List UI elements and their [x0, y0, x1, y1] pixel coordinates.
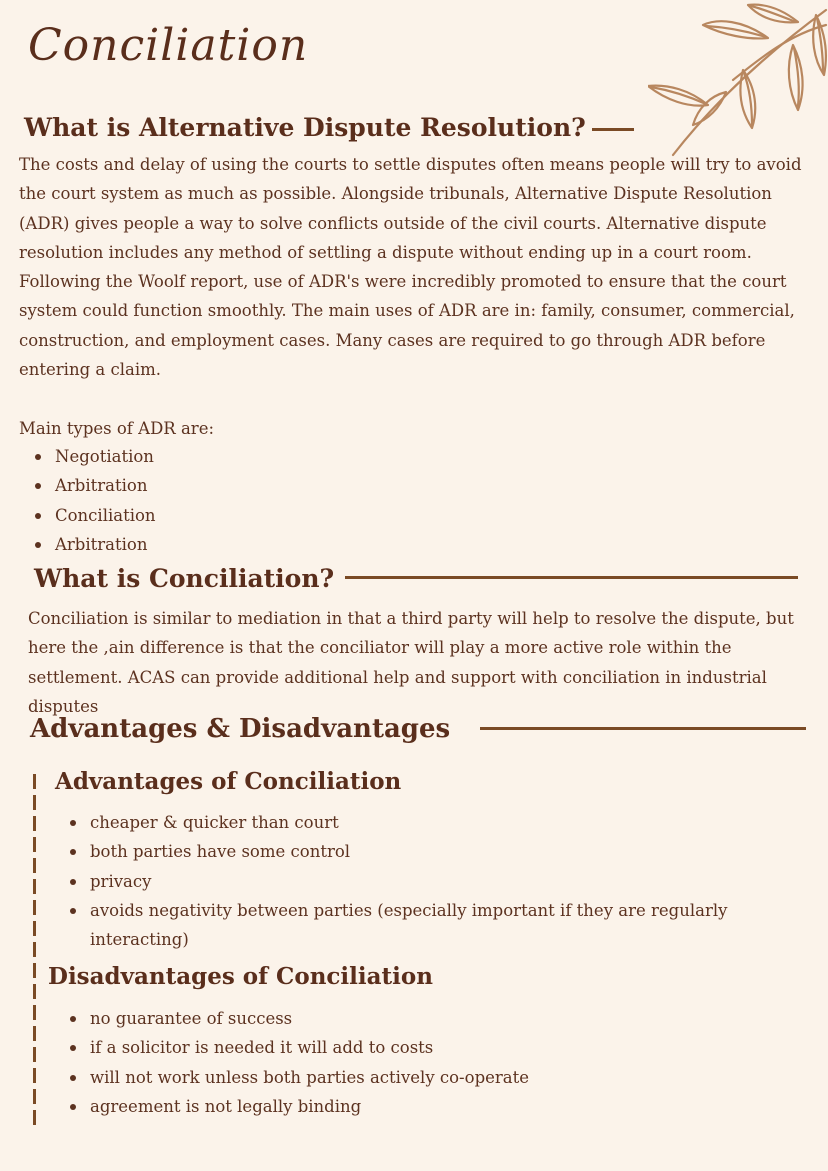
list-item: Arbitration	[20, 471, 156, 500]
disadvantages-list	[55, 1004, 795, 1121]
advantages-list	[55, 808, 795, 954]
bullet-icon	[70, 820, 76, 826]
list-item: cheaper & quicker than court	[55, 808, 795, 837]
bullet-icon	[70, 1104, 76, 1110]
list-item: Conciliation	[20, 501, 156, 530]
leaves-icon	[648, 0, 828, 160]
conciliation-heading-rule	[345, 576, 798, 579]
list-item: Negotiation	[20, 442, 156, 471]
dashed-divider	[33, 774, 36, 1126]
bullet-icon	[70, 1075, 76, 1081]
advantages-heading: Advantages of Conciliation	[55, 768, 402, 795]
adr-paragraph: The costs and delay of using the courts to settle disputes often means people will try to avoid the court system as much as possible. Alongside tribunals, Alternative Dispute Resolution (ADR) gives people a way to solve conflicts outside of the civil courts. Alternative dispute resolution includes any method of settling a dispute without ending up in a court room. Following the Woolf report, use of ADR's were incredibly promoted to ensure that the court system could function smoothly. The main uses of ADR are in: family, consumer, commercial, construction, and employment cases. Many cases are required to go through ADR before entering a claim.	[19, 155, 802, 380]
list-item: if a solicitor is needed it will add to costs	[55, 1033, 795, 1062]
conciliation-heading: What is Conciliation?	[34, 564, 335, 593]
bullet-icon	[70, 879, 76, 885]
bullet-icon	[70, 849, 76, 855]
adv-dis-heading-rule	[480, 727, 806, 730]
adv-dis-heading: Advantages & Disadvantages	[30, 714, 451, 744]
adr-heading: What is Alternative Dispute Resolution?	[24, 113, 586, 142]
adr-heading-rule	[592, 128, 634, 131]
bullet-icon	[70, 1016, 76, 1022]
list-item: no guarantee of success	[55, 1004, 795, 1033]
bullet-icon	[35, 454, 41, 460]
list-item: will not work unless both parties actively co-operate	[55, 1063, 795, 1092]
bullet-icon	[70, 908, 76, 914]
bullet-icon	[35, 542, 41, 548]
bullet-icon	[35, 483, 41, 489]
bullet-icon	[70, 1045, 76, 1051]
page-title: Conciliation	[28, 20, 309, 71]
adr-types-list	[20, 442, 156, 559]
list-item: Arbitration	[20, 530, 156, 559]
list-item: both parties have some control	[55, 837, 795, 866]
conciliation-paragraph: Conciliation is similar to mediation in that a third party will help to resolve the dispute, but here the ,ain difference is that the conciliator will play a more active role within the settlement. ACAS can provide additional help and support with conciliation in industrial disputes	[28, 609, 794, 716]
list-item: agreement is not legally binding	[55, 1092, 795, 1121]
list-item: privacy	[55, 867, 795, 896]
bullet-icon	[35, 513, 41, 519]
adr-types-intro: Main types of ADR are:	[19, 419, 215, 438]
list-item: avoids negativity between parties (especially important if they are regularly interacting)	[55, 896, 795, 955]
disadvantages-heading: Disadvantages of Conciliation	[48, 963, 433, 990]
